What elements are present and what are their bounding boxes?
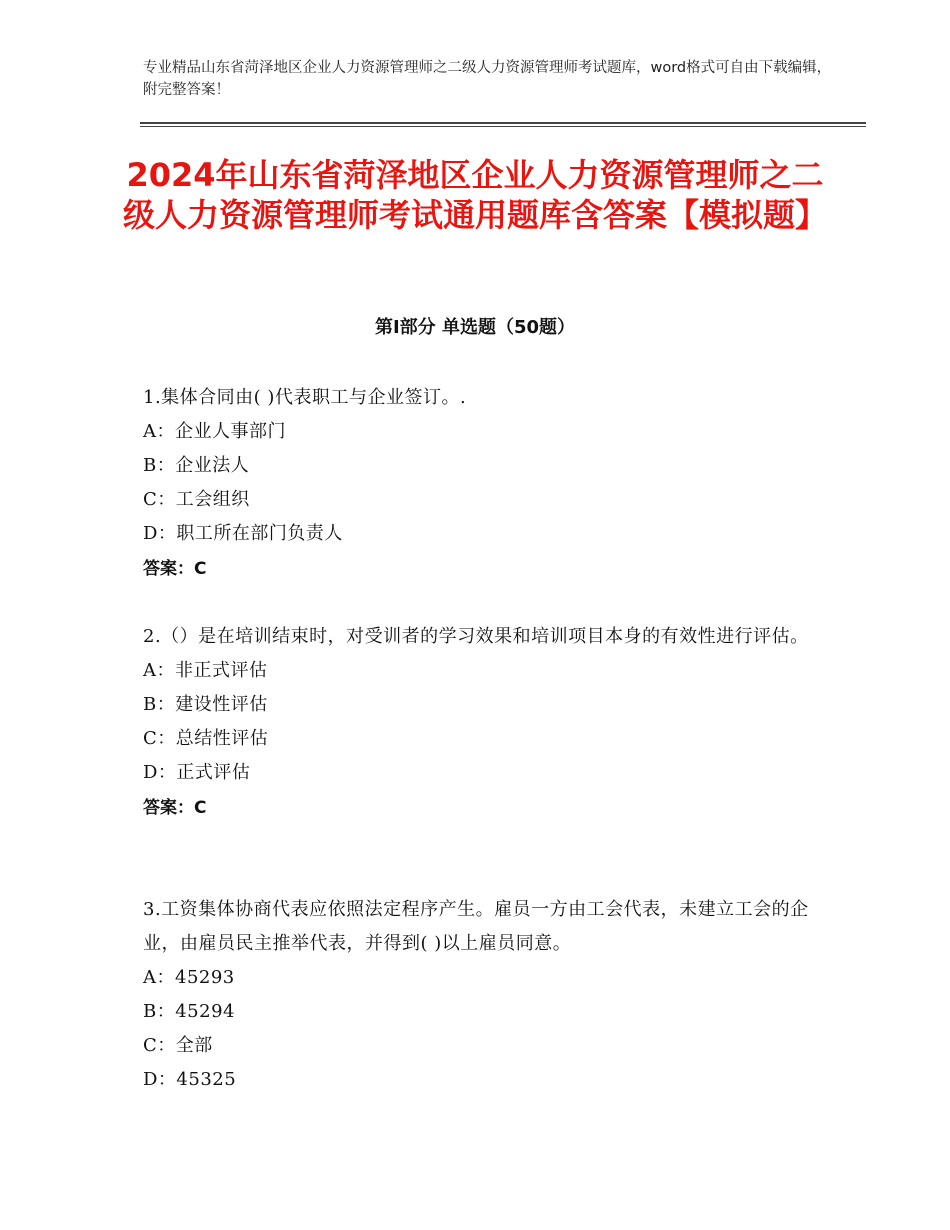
header-divider (140, 122, 866, 124)
option-b: B：企业法人 (143, 455, 250, 476)
answer: 答案：C (143, 798, 207, 818)
question-stem: 1.集体合同由( )代表职工与企业签订。. (143, 387, 467, 408)
option-a: A：非正式评估 (143, 660, 268, 681)
option-b: B：45294 (143, 1001, 235, 1022)
option-b: B：建设性评估 (143, 694, 268, 715)
option-d: D：职工所在部门负责人 (143, 523, 343, 544)
option-d: D：45325 (143, 1069, 237, 1090)
document-title: 2024年山东省菏泽地区企业人力资源管理师之二级人力资源管理师考试通用题库含答案【模拟题】 (122, 156, 827, 234)
answer: 答案：C (143, 559, 207, 579)
section-title: 第Ⅰ部分 单选题（50题） (374, 317, 575, 338)
question-stem: 3.工资集体协商代表应依照法定程序产生。雇员一方由工会代表，未建立工会的企业，由雇员民主推举代表，并得到( )以上雇员同意。 (143, 899, 809, 954)
option-c: C：总结性评估 (143, 728, 269, 749)
option-a: A：企业人事部门 (143, 421, 286, 442)
question-3 (143, 893, 813, 1097)
option-d: D：正式评估 (143, 762, 251, 783)
option-c: C：全部 (143, 1035, 213, 1056)
header-note: 专业精品山东省菏泽地区企业人力资源管理师之二级人力资源管理师考试题库，word格式可自由下载编辑，附完整答案！ (143, 60, 832, 98)
option-c: C：工会组织 (143, 489, 250, 510)
option-a: A：45293 (143, 967, 235, 988)
question-stem: 2.（）是在培训结束时，对受训者的学习效果和培训项目本身的有效性进行评估。 (143, 626, 809, 647)
question-2 (143, 620, 813, 826)
question-1 (143, 381, 813, 587)
header-divider-thin (140, 126, 866, 127)
